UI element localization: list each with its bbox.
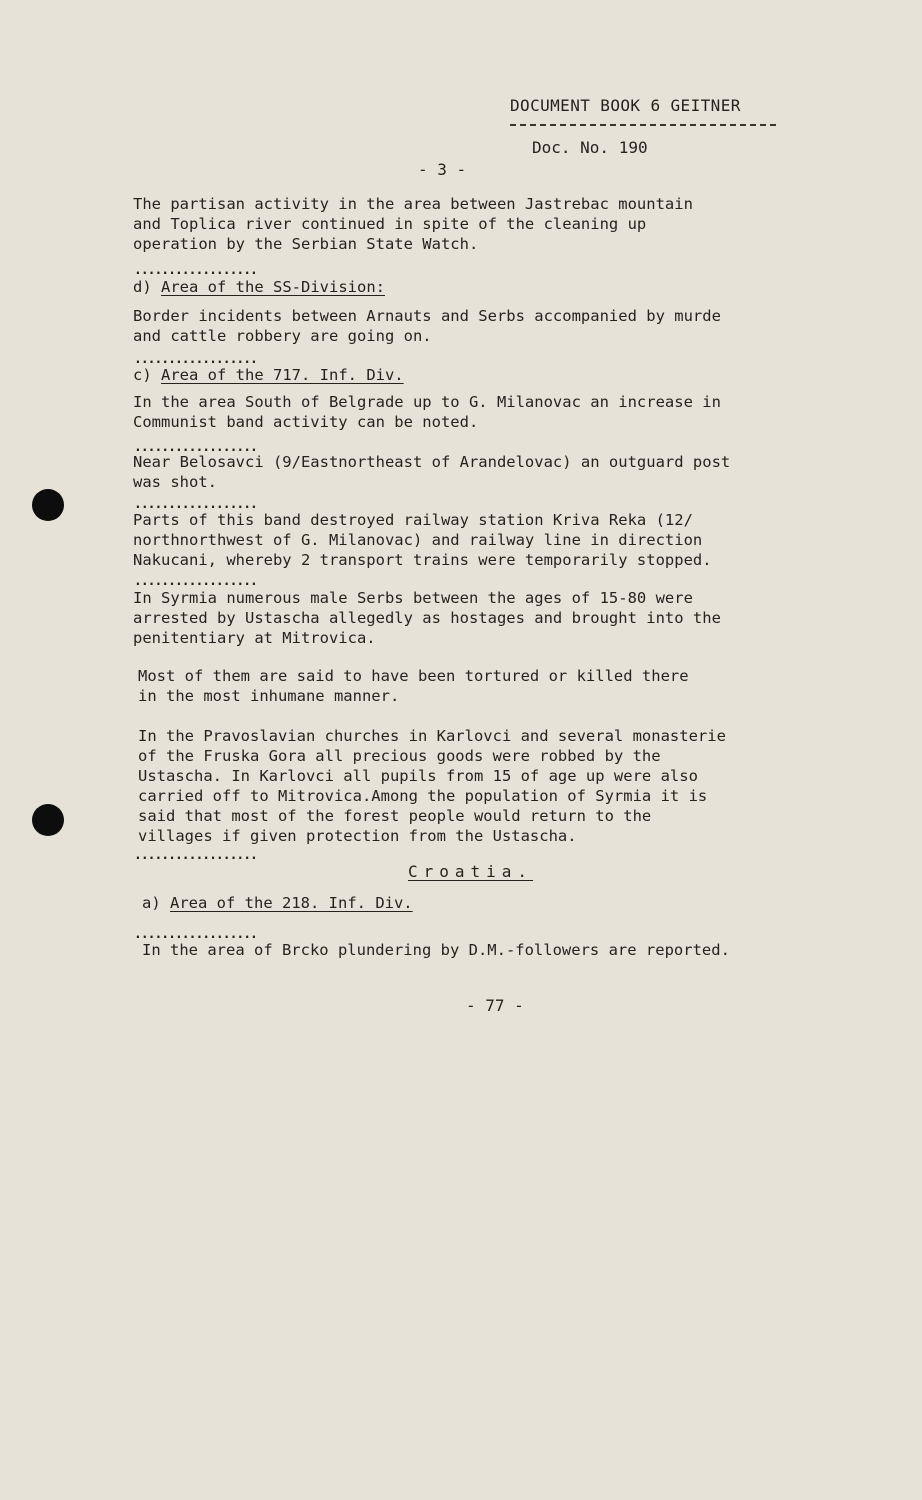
punch-hole [32,804,64,836]
text-line: Ustascha. In Karlovci all pupils from 15 of age up were also [138,767,698,785]
paragraph-belgrade [133,392,883,432]
dotted-separator: .................. [134,927,257,942]
dotted-separator: .................. [134,352,257,367]
text-line: In Syrmia numerous male Serbs between the ages of 15-80 were [133,589,693,607]
dotted-separator: .................. [134,497,257,512]
section-heading-croatia: Croatia. [408,862,534,881]
text-line: carried off to Mitrovica.Among the population of Syrmia it is [138,787,708,805]
paragraph-border-incidents [133,306,883,346]
text-line: operation by the Serbian State Watch. [133,235,479,253]
text-line: arrested by Ustascha allegedly as hostages and brought into the [133,609,721,627]
text-line: In the area of Brcko plundering by D.M.-followers are reported. [142,941,730,959]
paragraph-kriva-reka [133,510,883,570]
dotted-separator: .................. [134,440,257,455]
heading-text: Area of the 717. Inf. Div. [161,366,404,384]
heading-ss-division [133,278,385,296]
heading-text: Area of the 218. Inf. Div. [170,894,413,912]
heading-label: a) [142,894,161,912]
paragraph-tortured [138,666,888,706]
text-line: villages if given protection from the Ustascha. [138,827,577,845]
text-line: in the most inhumane manner. [138,687,400,705]
page-number-bottom: - 77 - [466,996,524,1015]
text-line: of the Fruska Gora all precious goods were robbed by the [138,747,661,765]
paragraph-belosavci [133,452,883,492]
document-number: Doc. No. 190 [532,138,648,157]
text-line: Most of them are said to have been tortured or killed there [138,667,689,685]
text-line: Border incidents between Arnauts and Serbs accompanied by murde [133,307,721,325]
text-line: In the area South of Belgrade up to G. Milanovac an increase in [133,393,721,411]
dotted-separator: .................. [134,574,257,589]
text-line: said that most of the forest people would return to the [138,807,652,825]
heading-label: c) [133,366,152,384]
text-line: northnorthwest of G. Milanovac) and railway line in direction [133,531,703,549]
heading-218-inf-div [142,894,413,912]
heading-label: d) [133,278,152,296]
paragraph-partisan-activity [133,194,883,254]
heading-text: Area of the SS-Division: [161,278,385,296]
paragraph-brcko [142,940,892,960]
document-book-title: DOCUMENT BOOK 6 GEITNER [510,96,741,115]
dotted-separator: .................. [134,848,257,863]
page-number-top: - 3 - [418,160,467,179]
paragraph-pravoslavian-churches [138,726,888,846]
dotted-separator: .................. [134,263,257,278]
text-line: and cattle robbery are going on. [133,327,432,345]
text-line: and Toplica river continued in spite of the cleaning up [133,215,647,233]
text-line: Communist band activity can be noted. [133,413,479,431]
heading-717-inf-div [133,366,404,384]
header-underline [510,124,776,126]
text-line: In the Pravoslavian churches in Karlovci and several monasterie [138,727,726,745]
text-line: Parts of this band destroyed railway station Kriva Reka (12/ [133,511,693,529]
paragraph-syrmia-arrests [133,588,883,648]
text-line: was shot. [133,473,217,491]
text-line: Near Belosavci (9/Eastnortheast of Arandelovac) an outguard post [133,453,731,471]
text-line: penitentiary at Mitrovica. [133,629,376,647]
text-line: The partisan activity in the area between Jastrebac mountain [133,195,693,213]
punch-hole [32,489,64,521]
text-line: Nakucani, whereby 2 transport trains were temporarily stopped. [133,551,712,569]
